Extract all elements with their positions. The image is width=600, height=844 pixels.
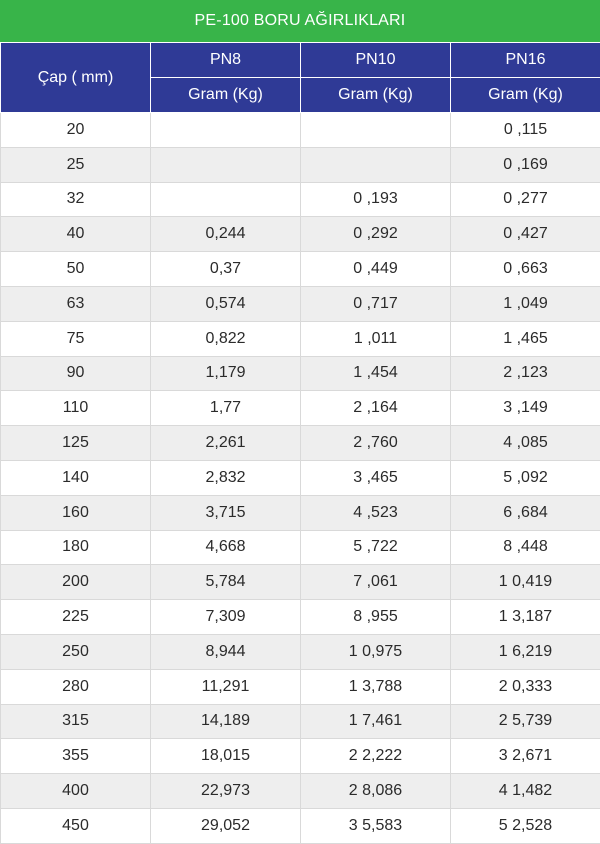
table-row [1, 113, 600, 148]
diameter-cell: 140 [1, 460, 151, 495]
pn8-weight-cell: 29,052 [151, 808, 301, 843]
pn16-weight-cell: 4 ,085 [451, 426, 600, 461]
diameter-cell: 32 [1, 182, 151, 217]
pn8-weight-cell: 18,015 [151, 739, 301, 774]
diameter-cell: 225 [1, 600, 151, 635]
pn10-weight-cell [301, 147, 451, 182]
table-row [1, 704, 600, 739]
column-header-pn8: PN8 [151, 43, 301, 78]
pn8-weight-cell: 0,822 [151, 321, 301, 356]
diameter-cell: 280 [1, 669, 151, 704]
pn16-weight-cell: 2 ,123 [451, 356, 600, 391]
table-header [1, 43, 600, 113]
table-row [1, 600, 600, 635]
pn10-weight-cell: 1 3,788 [301, 669, 451, 704]
pn8-weight-cell: 7,309 [151, 600, 301, 635]
pn16-weight-cell: 2 0,333 [451, 669, 600, 704]
pn16-weight-cell: 4 1,482 [451, 774, 600, 809]
pn8-weight-cell: 4,668 [151, 530, 301, 565]
pn10-weight-cell: 2 2,222 [301, 739, 451, 774]
pn8-weight-cell: 1,77 [151, 391, 301, 426]
diameter-cell: 63 [1, 286, 151, 321]
diameter-cell: 75 [1, 321, 151, 356]
pn10-weight-cell: 3 ,465 [301, 460, 451, 495]
pn10-weight-cell: 1 0,975 [301, 634, 451, 669]
table-row [1, 182, 600, 217]
table-row [1, 739, 600, 774]
table-title: PE-100 BORU AĞIRLIKLARI [0, 0, 600, 42]
diameter-cell: 125 [1, 426, 151, 461]
table-row [1, 147, 600, 182]
pn8-weight-cell [151, 113, 301, 148]
pn8-weight-cell: 11,291 [151, 669, 301, 704]
column-header-pn10: PN10 [301, 43, 451, 78]
pn10-weight-cell: 2 8,086 [301, 774, 451, 809]
diameter-cell: 50 [1, 252, 151, 287]
table-row [1, 391, 600, 426]
pn16-weight-cell: 1 ,049 [451, 286, 600, 321]
table-row [1, 286, 600, 321]
pn16-weight-cell: 2 5,739 [451, 704, 600, 739]
pn8-weight-cell: 14,189 [151, 704, 301, 739]
table-row [1, 530, 600, 565]
pn16-weight-cell: 6 ,684 [451, 495, 600, 530]
table-row [1, 217, 600, 252]
pn10-weight-cell: 0 ,717 [301, 286, 451, 321]
pn10-weight-cell: 4 ,523 [301, 495, 451, 530]
diameter-cell: 250 [1, 634, 151, 669]
table-row [1, 321, 600, 356]
pn16-weight-cell: 3 2,671 [451, 739, 600, 774]
table-row [1, 356, 600, 391]
pn10-weight-cell: 1 7,461 [301, 704, 451, 739]
table-row [1, 565, 600, 600]
column-header-pn16: PN16 [451, 43, 600, 78]
diameter-cell: 315 [1, 704, 151, 739]
pn16-weight-cell: 5 2,528 [451, 808, 600, 843]
diameter-cell: 110 [1, 391, 151, 426]
pn16-weight-cell: 0 ,427 [451, 217, 600, 252]
pn10-weight-cell: 5 ,722 [301, 530, 451, 565]
pn10-weight-cell: 8 ,955 [301, 600, 451, 635]
table-row [1, 634, 600, 669]
unit-header-pn10: Gram (Kg) [301, 78, 451, 113]
pn16-weight-cell: 0 ,115 [451, 113, 600, 148]
diameter-cell: 180 [1, 530, 151, 565]
pn16-weight-cell: 5 ,092 [451, 460, 600, 495]
unit-header-pn16: Gram (Kg) [451, 78, 600, 113]
diameter-cell: 20 [1, 113, 151, 148]
pn8-weight-cell [151, 182, 301, 217]
pn10-weight-cell: 2 ,760 [301, 426, 451, 461]
pn16-weight-cell: 0 ,663 [451, 252, 600, 287]
pn10-weight-cell: 0 ,193 [301, 182, 451, 217]
pn8-weight-cell: 2,832 [151, 460, 301, 495]
table-row [1, 460, 600, 495]
table-row [1, 495, 600, 530]
pn10-weight-cell: 1 ,011 [301, 321, 451, 356]
pn16-weight-cell: 3 ,149 [451, 391, 600, 426]
pn16-weight-cell: 8 ,448 [451, 530, 600, 565]
table-row [1, 774, 600, 809]
pn16-weight-cell: 0 ,277 [451, 182, 600, 217]
pn10-weight-cell [301, 113, 451, 148]
pn16-weight-cell: 1 0,419 [451, 565, 600, 600]
diameter-cell: 200 [1, 565, 151, 600]
pn8-weight-cell: 8,944 [151, 634, 301, 669]
pn10-weight-cell: 7 ,061 [301, 565, 451, 600]
pipe-weight-table [0, 42, 600, 844]
pn8-weight-cell: 3,715 [151, 495, 301, 530]
pn8-weight-cell: 1,179 [151, 356, 301, 391]
pn10-weight-cell: 1 ,454 [301, 356, 451, 391]
diameter-cell: 40 [1, 217, 151, 252]
pn16-weight-cell: 0 ,169 [451, 147, 600, 182]
diameter-cell: 160 [1, 495, 151, 530]
pn16-weight-cell: 1 3,187 [451, 600, 600, 635]
pn8-weight-cell [151, 147, 301, 182]
pn10-weight-cell: 0 ,449 [301, 252, 451, 287]
pn8-weight-cell: 0,37 [151, 252, 301, 287]
diameter-header: Çap ( mm) [1, 43, 151, 113]
table-row [1, 808, 600, 843]
pn10-weight-cell: 2 ,164 [301, 391, 451, 426]
pn16-weight-cell: 1 ,465 [451, 321, 600, 356]
pn8-weight-cell: 2,261 [151, 426, 301, 461]
table-body [1, 113, 600, 844]
diameter-cell: 25 [1, 147, 151, 182]
unit-header-pn8: Gram (Kg) [151, 78, 301, 113]
diameter-cell: 450 [1, 808, 151, 843]
diameter-cell: 400 [1, 774, 151, 809]
table-row [1, 252, 600, 287]
pn8-weight-cell: 22,973 [151, 774, 301, 809]
pn8-weight-cell: 0,244 [151, 217, 301, 252]
diameter-cell: 90 [1, 356, 151, 391]
table-row [1, 669, 600, 704]
pn8-weight-cell: 5,784 [151, 565, 301, 600]
pn16-weight-cell: 1 6,219 [451, 634, 600, 669]
pn8-weight-cell: 0,574 [151, 286, 301, 321]
pn10-weight-cell: 3 5,583 [301, 808, 451, 843]
table-row [1, 426, 600, 461]
pn10-weight-cell: 0 ,292 [301, 217, 451, 252]
diameter-cell: 355 [1, 739, 151, 774]
